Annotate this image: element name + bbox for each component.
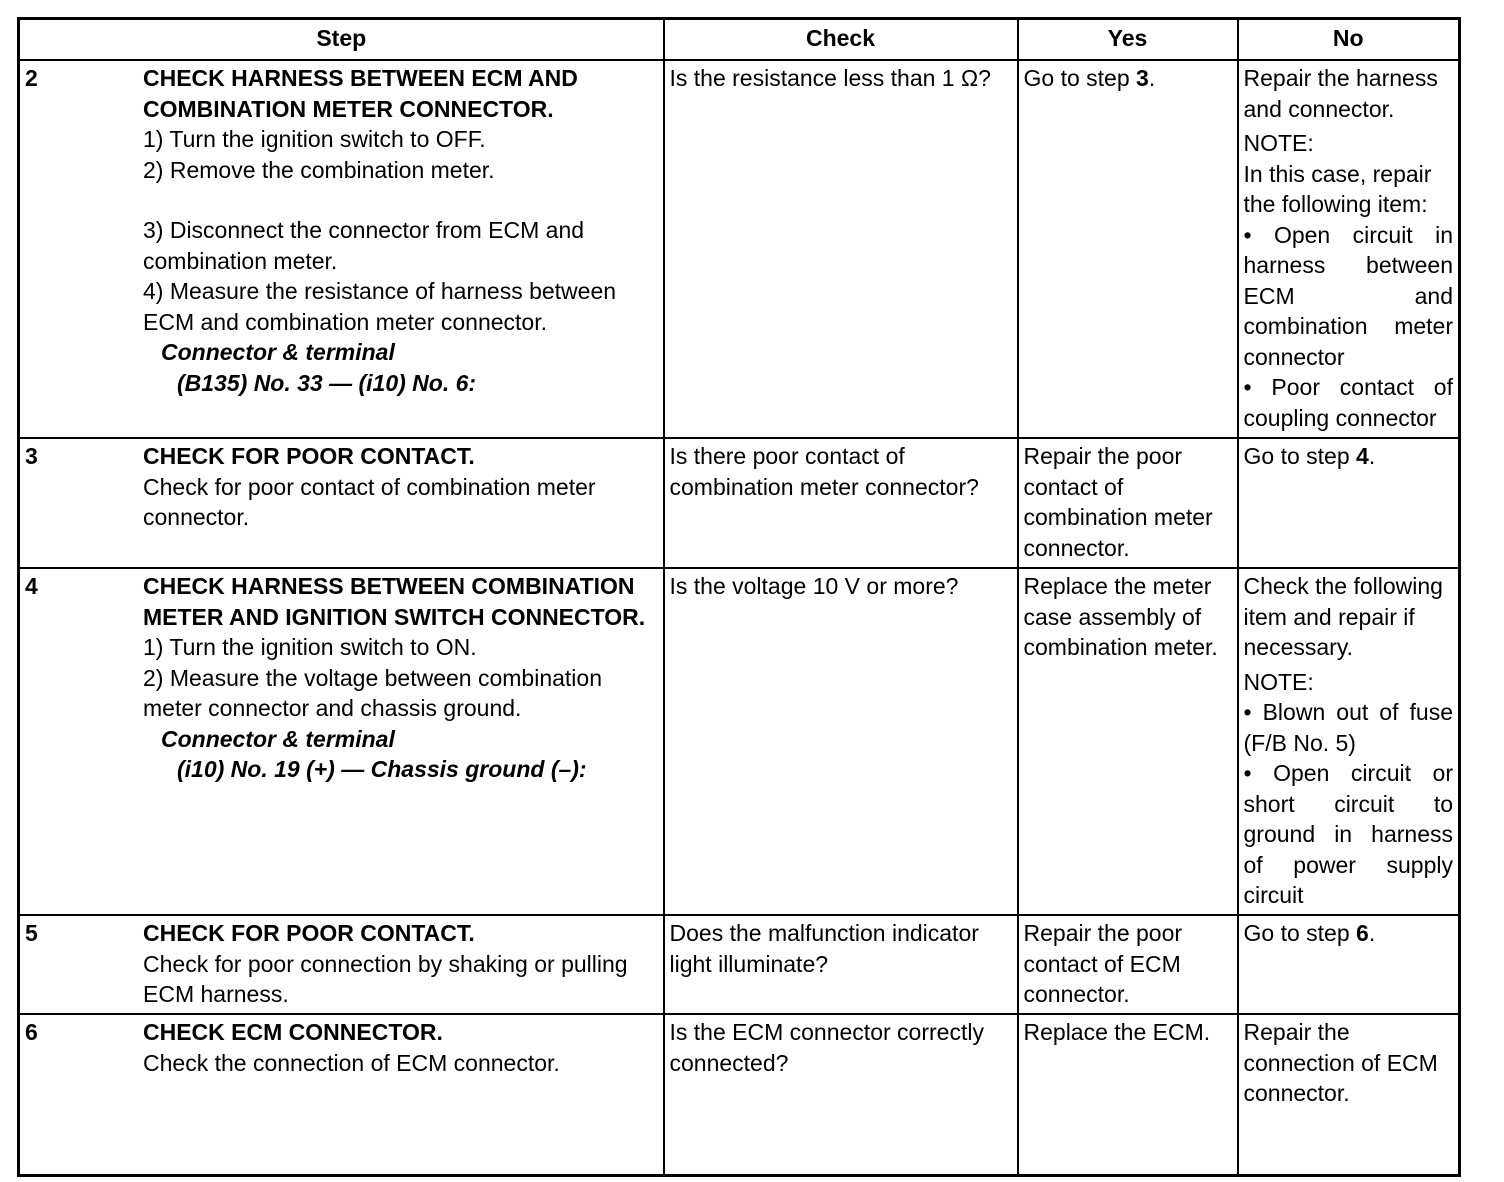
step-title: CHECK FOR POOR CONTACT. <box>143 920 475 946</box>
step-number: 2 <box>25 65 38 91</box>
check-cell: Does the malfunction indicator light illuminate? <box>664 915 1018 1014</box>
yes-suffix: . <box>1148 65 1156 91</box>
check-cell: Is there poor contact of combination meter connector? <box>664 438 1018 568</box>
table-row-step-5 <box>19 915 1460 1014</box>
connector-terminal: (i10) No. 19 (+) — Chassis ground (–): <box>177 756 587 782</box>
step-cell <box>19 915 664 1014</box>
no-step-ref: 4 <box>1356 443 1369 469</box>
yes-cell: Repair the poor contact of ECM connector. <box>1018 915 1238 1014</box>
table-row-step-3 <box>19 438 1460 568</box>
step-cell <box>19 568 664 915</box>
header-step: Step <box>19 19 664 61</box>
no-cell <box>1238 568 1460 915</box>
instruction: 1) Turn the ignition switch to ON. <box>143 634 477 660</box>
no-cell <box>1238 915 1460 1014</box>
no-cell <box>1238 60 1460 438</box>
instruction: Check the connection of ECM connector. <box>143 1049 560 1076</box>
no-suffix: . <box>1368 920 1376 946</box>
yes-cell: Replace the ECM. <box>1018 1014 1238 1176</box>
yes-cell: Replace the meter case assembly of combination meter. <box>1018 568 1238 915</box>
step-number: 5 <box>25 920 38 946</box>
step-title: CHECK ECM CONNECTOR. <box>143 1019 443 1045</box>
diagnostic-table <box>17 17 1461 1177</box>
connector-label: Connector & terminal <box>161 339 395 365</box>
no-text: Repair the harness and connector. <box>1243 65 1438 122</box>
note-bullet: • Open circuit in harness between ECM and combination meter connector <box>1243 221 1453 370</box>
yes-prefix: Go to step <box>1023 65 1137 91</box>
step-cell <box>19 60 664 438</box>
yes-cell: Repair the poor contact of combination meter connector. <box>1018 438 1238 568</box>
yes-cell <box>1018 60 1238 438</box>
instruction: 1) Turn the ignition switch to OFF. <box>143 126 486 152</box>
no-step-ref: 6 <box>1356 920 1369 946</box>
step-title: CHECK FOR POOR CONTACT. <box>143 443 475 469</box>
step-number: 4 <box>25 573 38 599</box>
instruction: Check for poor contact of combination meter connector. <box>143 473 596 530</box>
header-yes: Yes <box>1018 19 1238 61</box>
instruction: 4) Measure the resistance of harness between ECM and combination meter connector. <box>143 278 617 335</box>
connector-label: Connector & terminal <box>161 725 395 752</box>
note-label: NOTE: <box>1243 130 1314 156</box>
instruction: 3) Disconnect the connector from ECM and combination meter. <box>143 217 585 274</box>
check-cell: Is the resistance less than 1 Ω? <box>664 60 1018 438</box>
header-no: No <box>1238 19 1460 61</box>
step-cell <box>19 438 664 568</box>
yes-step-ref: 3 <box>1136 65 1149 91</box>
table-row-step-6 <box>19 1014 1460 1176</box>
instruction: Check for poor connection by shaking or pulling ECM harness. <box>143 950 628 1007</box>
no-prefix: Go to step <box>1243 920 1357 946</box>
step-number: 6 <box>25 1019 38 1045</box>
note-bullet: • Open circuit or short circuit to ground in harness of power supply circuit <box>1243 760 1453 908</box>
connector-terminal: (B135) No. 33 — (i10) No. 6: <box>177 369 477 396</box>
table-row-step-4 <box>19 568 1460 915</box>
table-row-step-2 <box>19 60 1460 438</box>
step-cell <box>19 1014 664 1176</box>
step-title: CHECK HARNESS BETWEEN COMBINATION METER AND IGNITION SWITCH CONNECTOR. <box>143 573 646 630</box>
header-check: Check <box>664 19 1018 61</box>
step-title: CHECK HARNESS BETWEEN ECM AND COMBINATION METER CONNECTOR. <box>143 65 578 122</box>
header-row <box>19 19 1460 61</box>
note-bullet: • Poor contact of coupling connector <box>1243 374 1453 431</box>
instruction: 2) Measure the voltage between combination meter connector and chassis ground. <box>143 664 603 721</box>
note-bullet: • Blown out of fuse (F/B No. 5) <box>1243 699 1453 756</box>
no-prefix: Go to step <box>1243 443 1357 469</box>
step-number: 3 <box>25 443 38 469</box>
no-text: Check the following item and repair if necessary. <box>1243 573 1443 660</box>
note-intro: In this case, repair the following item: <box>1243 160 1432 217</box>
check-cell: Is the voltage 10 V or more? <box>664 568 1018 915</box>
note-label: NOTE: <box>1243 668 1314 695</box>
no-suffix: . <box>1368 443 1376 469</box>
instruction: 2) Remove the combination meter. <box>143 156 495 183</box>
no-cell <box>1238 438 1460 568</box>
no-cell: Repair the connection of ECM connector. <box>1238 1014 1460 1176</box>
check-cell: Is the ECM connector correctly connected? <box>664 1014 1018 1176</box>
